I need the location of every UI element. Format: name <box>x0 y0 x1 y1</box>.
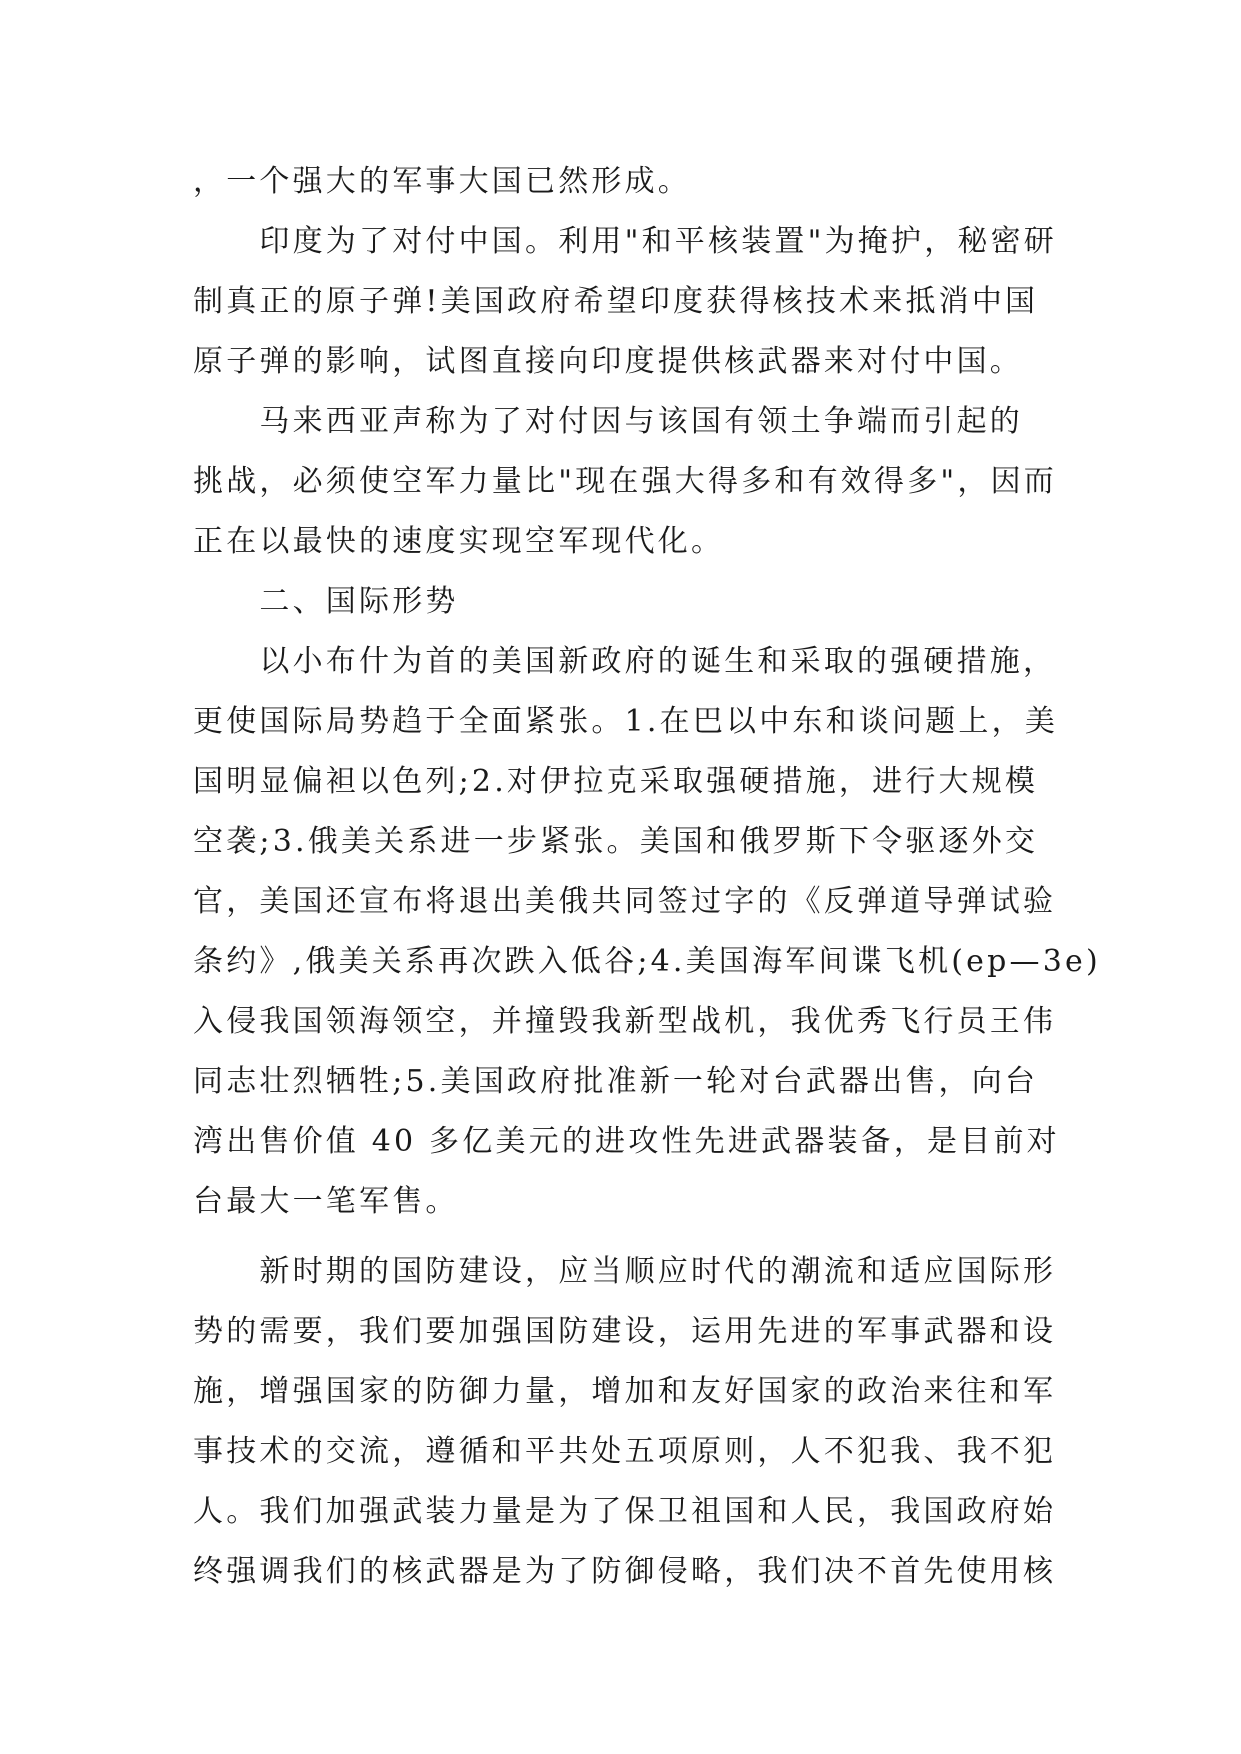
text-line: 挑战，必须使空军力量比"现在强大得多和有效得多"，因而 <box>193 464 1057 499</box>
paragraph-gap <box>193 1232 1053 1242</box>
document-body <box>193 152 1101 1602</box>
text-line: 条约》,俄美关系再次跌入低谷;4.美国海军间谍飞机(ep—3e) <box>193 944 1101 979</box>
text-line: 终强调我们的核武器是为了防御侵略，我们决不首先使用核 <box>193 1554 1057 1589</box>
text-line: ，一个强大的军事大国已然形成。 <box>193 164 691 199</box>
section-heading: 二、国际形势 <box>193 584 459 619</box>
text-line: 正在以最快的速度实现空军现代化。 <box>193 524 725 559</box>
text-line: 制真正的原子弹!美国政府希望印度获得核技术来抵消中国 <box>193 284 1039 319</box>
text-line: 同志壮烈牺牲;5.美国政府批准新一轮对台武器出售，向台 <box>193 1064 1039 1099</box>
text-line: 以小布什为首的美国新政府的诞生和采取的强硬措施， <box>193 644 1057 679</box>
text-line: 印度为了对付中国。利用"和平核装置"为掩护，秘密研 <box>193 224 1057 259</box>
text-line: 人。我们加强武装力量是为了保卫祖国和人民，我国政府始 <box>193 1494 1057 1529</box>
text-line: 马来西亚声称为了对付因与该国有领土争端而引起的 <box>193 404 1023 439</box>
text-line: 势的需要，我们要加强国防建设，运用先进的军事武器和设 <box>193 1314 1057 1349</box>
text-line: 原子弹的影响，试图直接向印度提供核武器来对付中国。 <box>193 344 1023 379</box>
text-line: 国明显偏袒以色列;2.对伊拉克采取强硬措施，进行大规模 <box>193 764 1039 799</box>
text-line: 入侵我国领海领空，并撞毁我新型战机，我优秀飞行员王伟 <box>193 1004 1057 1039</box>
text-line: 湾出售价值 40 多亿美元的进攻性先进武器装备，是目前对 <box>193 1124 1060 1159</box>
text-line: 官，美国还宣布将退出美俄共同签过字的《反弹道导弹试验 <box>193 884 1057 919</box>
text-line: 台最大一笔军售。 <box>193 1184 459 1219</box>
text-line: 更使国际局势趋于全面紧张。1.在巴以中东和谈问题上，美 <box>193 704 1059 739</box>
text-line: 空袭;3.俄美关系进一步紧张。美国和俄罗斯下令驱逐外交 <box>193 824 1039 859</box>
text-line: 事技术的交流，遵循和平共处五项原则，人不犯我、我不犯 <box>193 1434 1057 1469</box>
text-line: 新时期的国防建设，应当顺应时代的潮流和适应国际形 <box>193 1254 1057 1289</box>
text-line: 施，增强国家的防御力量，增加和友好国家的政治来往和军 <box>193 1374 1057 1409</box>
